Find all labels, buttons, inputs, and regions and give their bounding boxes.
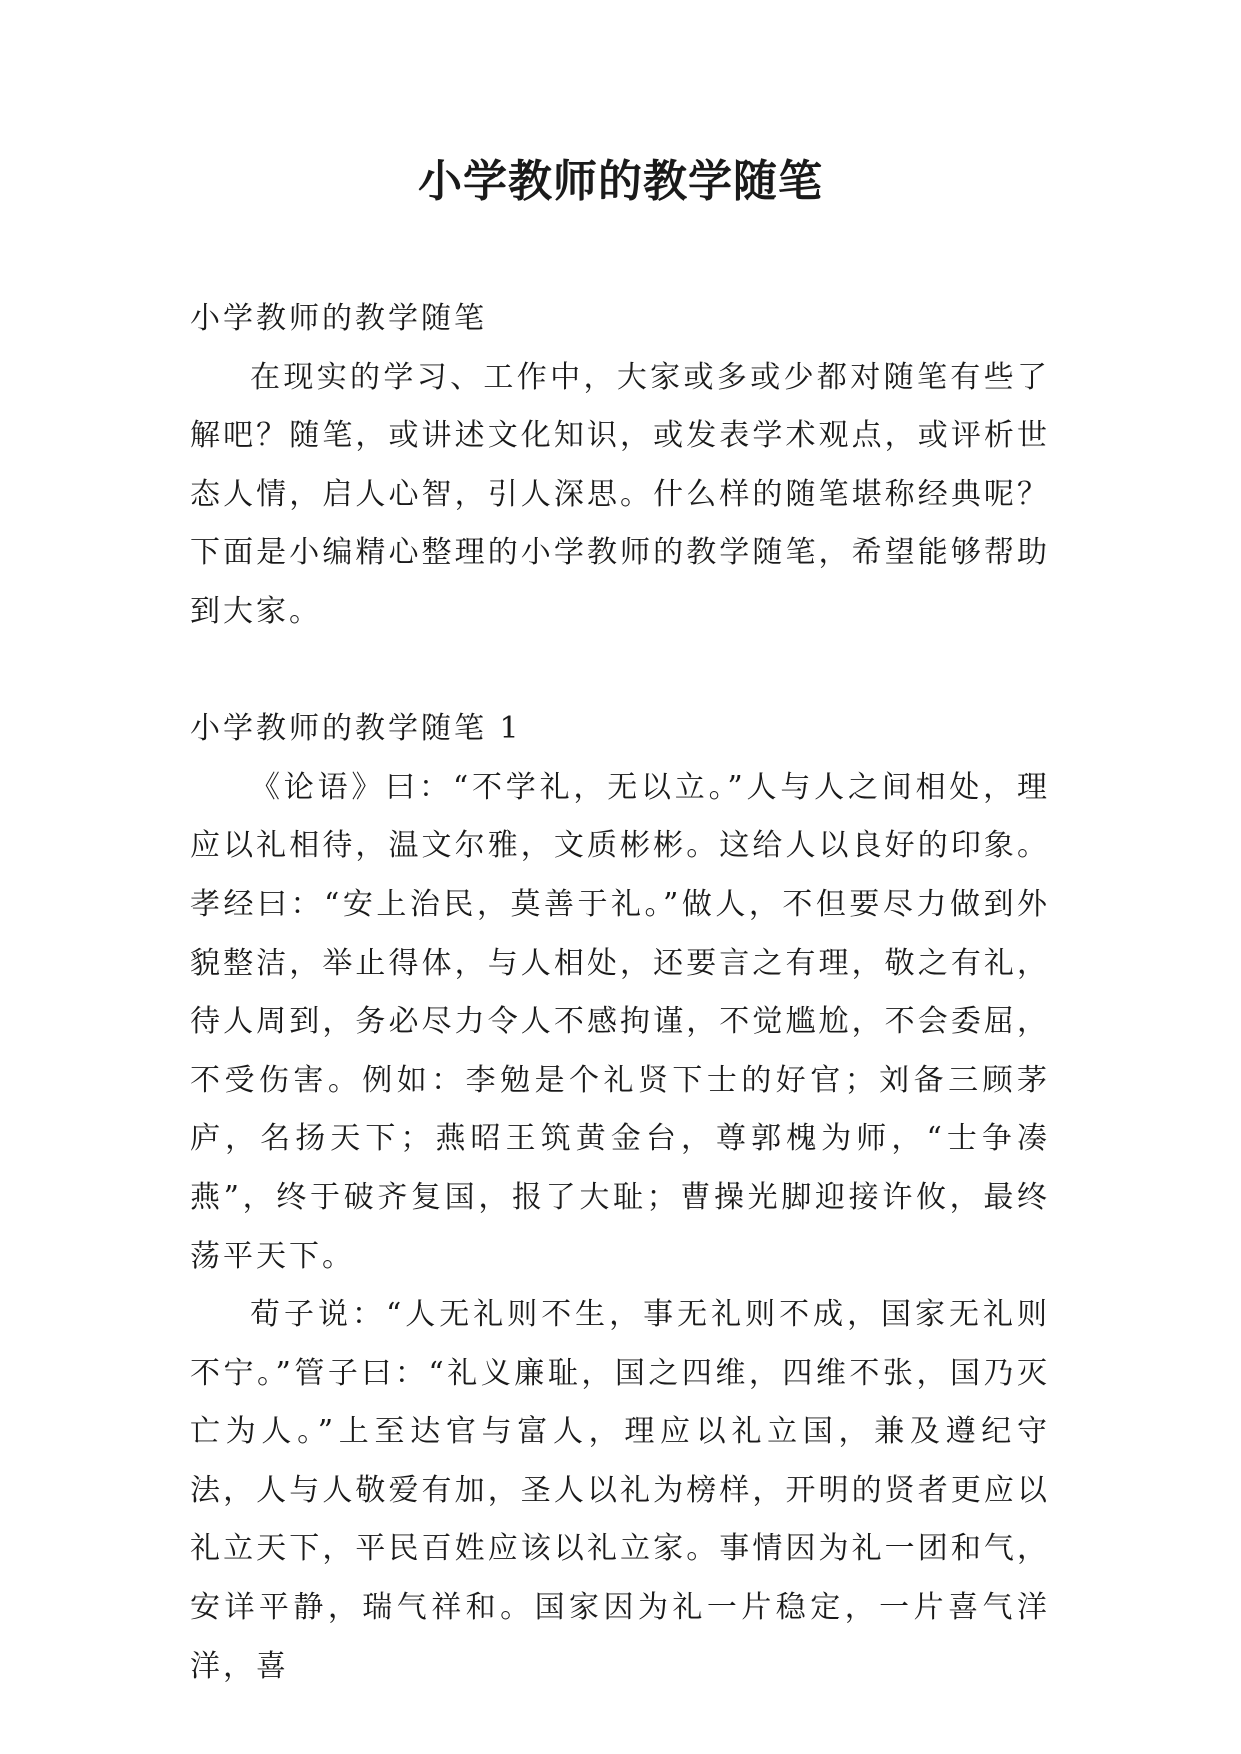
section-1-paragraph: 《论语》曰：“不学礼，无以立。”人与人之间相处，理应以礼相待，温文尔雅，文质彬彬。这给人以良好的印象。孝经曰：“安上治民，莫善于礼。”做人，不但要尽力做到外貌整洁，举止得体，与人相处，还要言之有理，敬之有礼，待人周到，务必尽力令人不感拘谨，不觉尴尬，不会委屈，不受伤害。例如：李勉是个礼贤下士的好官；刘备三顾茅庐，名扬天下；燕昭王筑黄金台，尊郭槐为师，“士争凑燕”，终于破齐复国，报了大耻；曹操光脚迎接许攸，最终荡平天下。 [190,769,1050,1274]
document-title: 小学教师的教学随笔 [418,156,823,207]
section-1-heading: 小学教师的教学随笔 1 [190,711,522,747]
document-body [190,290,1050,1696]
intro-heading: 小学教师的教学随笔 [190,301,487,336]
section-1-paragraph: 荀子说：“人无礼则不生，事无礼则不成，国家无礼则不宁。”管子曰：“礼义廉耻，国之四维，四维不张，国乃灭亡为人。”上至达官与富人，理应以礼立国，兼及遵纪守法，人与人敬爱有加，圣人以礼为榜样，开明的贤者更应以礼立天下，平民百姓应该以礼立家。事情因为礼一团和气，安详平静，瑞气祥和。国家因为礼一片稳定，一片喜气洋洋，喜 [190,1297,1050,1684]
intro-paragraph: 在现实的学习、工作中，大家或多或少都对随笔有些了解吧？随笔，或讲述文化知识，或发表学术观点，或评析世态人情，启人心智，引人深思。什么样的随笔堪称经典呢？下面是小编精心整理的小学教师的教学随笔，希望能够帮助到大家。 [190,359,1050,629]
section-spacer [190,642,1050,701]
